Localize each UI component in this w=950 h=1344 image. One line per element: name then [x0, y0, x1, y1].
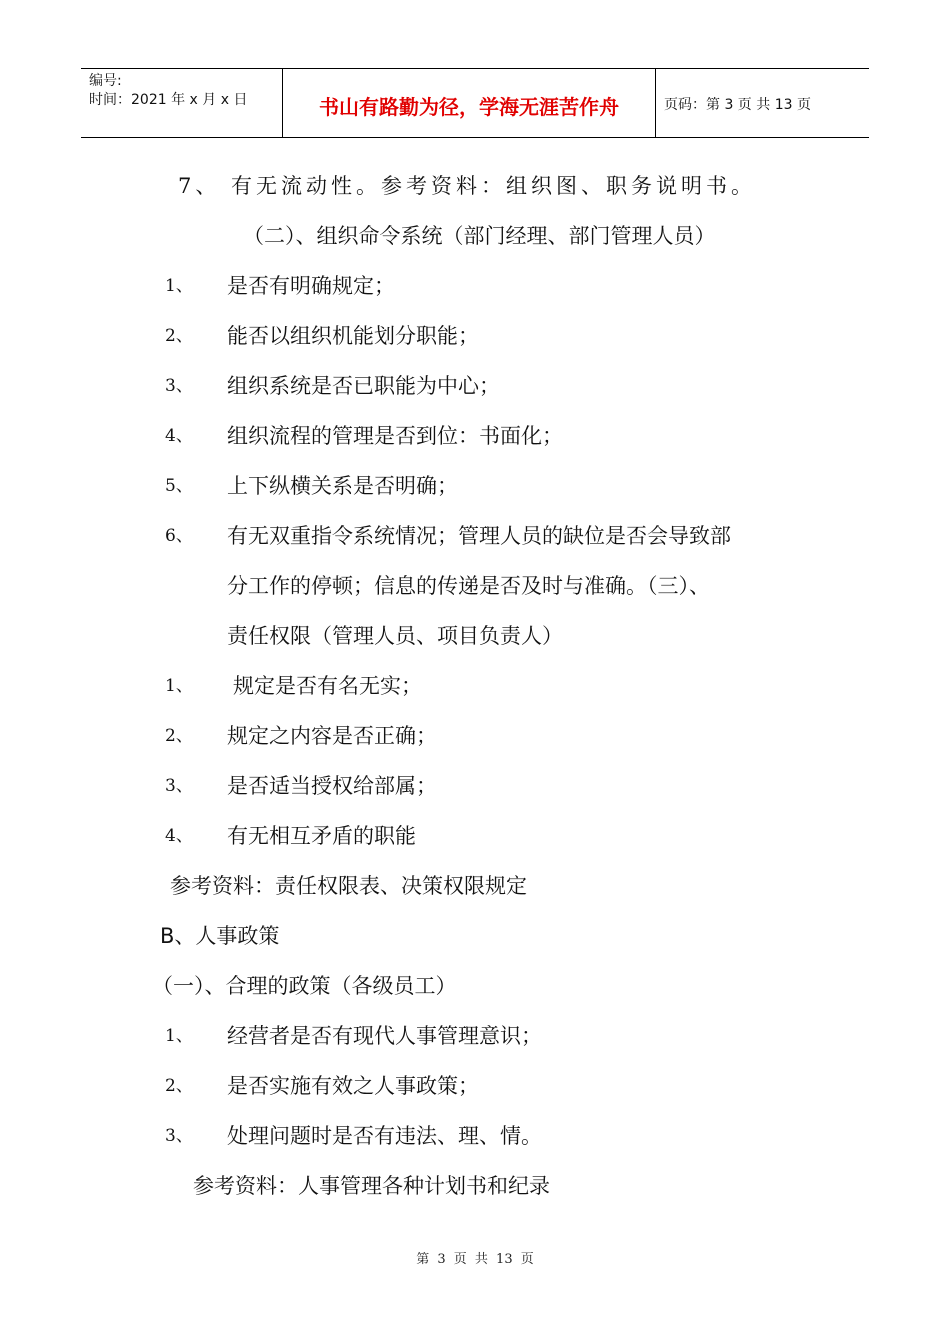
page-info: 页码：第 3 页 共 13 页	[664, 97, 811, 113]
list-number: 3、	[165, 1126, 193, 1146]
list-number: 4、	[165, 426, 193, 446]
reference-note: 参考资料：人事管理各种计划书和纪录	[193, 1174, 550, 1198]
list-item: 上下纵横关系是否明确；	[227, 474, 458, 498]
list-number: 3、	[165, 776, 193, 796]
list-item: 有无双重指令系统情况；管理人员的缺位是否会导致部	[227, 524, 731, 548]
list-number: 3、	[165, 376, 193, 396]
header-meta-cell	[81, 69, 283, 137]
item-7-line: 7、 有无流动性。参考资料：组织图、职务说明书。	[178, 174, 757, 198]
list-number: 2、	[165, 326, 193, 346]
list-item: 是否实施有效之人事政策；	[227, 1074, 479, 1098]
subsection-heading-1: （一）、合理的政策（各级员工）	[152, 974, 457, 998]
list-item: 是否有明确规定；	[227, 274, 395, 298]
list-item: 规定之内容是否正确；	[227, 724, 437, 748]
reference-note: 参考资料：责任权限表、决策权限规定	[170, 874, 527, 898]
list-number: 5、	[165, 476, 193, 496]
header-motto-cell	[283, 69, 656, 137]
list-number: 1、	[165, 276, 193, 296]
list-item: 处理问题时是否有违法、理、情。	[227, 1124, 542, 1148]
list-number: 2、	[165, 1076, 193, 1096]
list-item-continuation: 分工作的停顿；信息的传递是否及时与准确。（三）、	[227, 574, 710, 598]
list-item: 经营者是否有现代人事管理意识；	[227, 1024, 542, 1048]
list-number: 6、	[165, 526, 193, 546]
header-page-cell	[656, 69, 869, 137]
list-number: 4、	[165, 826, 193, 846]
document-date: 时间：2021 年 x 月 x 日	[89, 92, 248, 108]
header-table	[81, 68, 869, 138]
list-item: 能否以组织机能划分职能；	[227, 324, 479, 348]
list-number: 1、	[165, 1026, 193, 1046]
list-item: 组织系统是否已职能为中心；	[227, 374, 500, 398]
document-number-label: 编号:	[89, 73, 122, 89]
list-item: 有无相互矛盾的职能	[227, 824, 416, 848]
page-footer: 第 3 页 共 13 页	[416, 1252, 534, 1267]
section-heading-3: 责任权限（管理人员、项目负责人）	[227, 624, 563, 648]
list-item: 规定是否有名无实；	[233, 674, 422, 698]
list-number: 1、	[165, 676, 193, 696]
list-number: 2、	[165, 726, 193, 746]
section-heading-2: （二）、组织命令系统（部门经理、部门管理人员）	[243, 224, 716, 248]
motto: 书山有路勤为径，学海无涯苦作舟	[319, 95, 619, 119]
list-item: 组织流程的管理是否到位：书面化；	[227, 424, 563, 448]
list-item: 是否适当授权给部属；	[227, 774, 437, 798]
section-heading-b: B、人事政策	[160, 924, 280, 948]
